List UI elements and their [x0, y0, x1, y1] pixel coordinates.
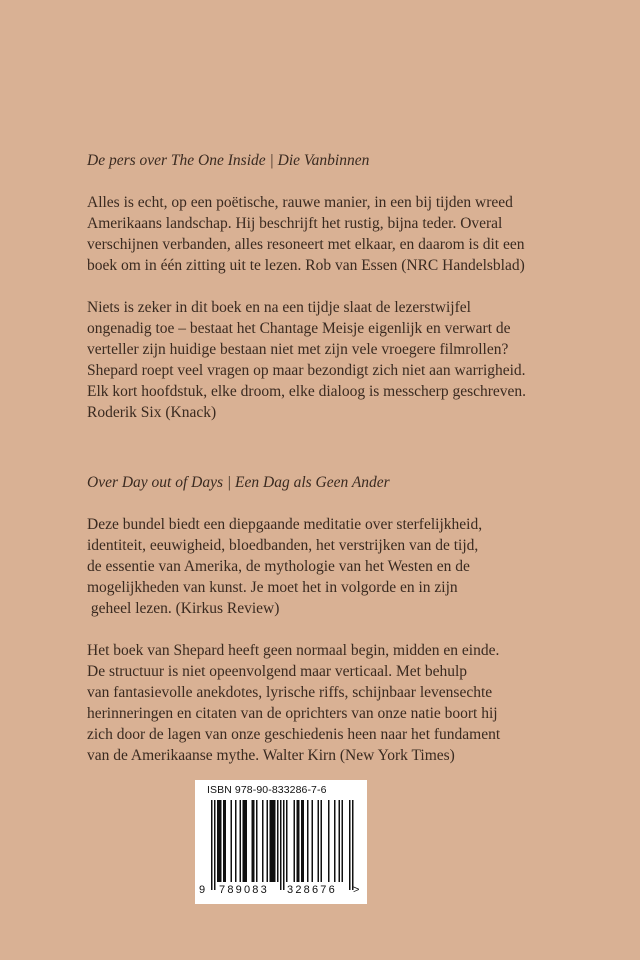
review-paragraph [87, 297, 607, 423]
barcode-bar [349, 800, 351, 890]
text-line: boek om in één zitting uit te lezen. Rob van Essen (NRC Handelsblad) [87, 257, 525, 274]
barcode-bar [217, 800, 219, 882]
barcode-bar [256, 800, 258, 882]
barcode-bar [307, 800, 309, 882]
barcode-bar [262, 800, 264, 882]
barcode-digit-first: 9 [199, 884, 206, 896]
barcode-bar [301, 800, 303, 882]
barcode-bar [252, 800, 254, 882]
barcode-bar [298, 800, 300, 882]
text-line: ongenadig toe – bestaat het Chantage Meisje eigenlijk en verwart de [87, 320, 511, 337]
section-heading: De pers over The One Inside | Die Vanbinnen [87, 152, 370, 169]
text-line: Amerikaans landschap. Hij beschrijft het rustig, bijna teder. Overal [87, 215, 503, 232]
text-line: van fantasievolle anekdotes, lyrische riffs, schijnbaar levensechte [87, 684, 493, 701]
barcode-bar [297, 800, 299, 882]
text-line: verteller zijn huidige bestaan niet met zijn vele vroegere filmrollen? [87, 341, 509, 358]
barcode-bar [253, 800, 255, 882]
barcode-bar [231, 800, 233, 882]
text-line: van de Amerikaanse mythe. Walter Kirn (New York Times) [87, 747, 455, 764]
barcode-bar [334, 800, 336, 882]
barcode-bar [271, 800, 273, 882]
text-line: De structuur is niet opeenvolgend maar verticaal. Met behulp [87, 663, 468, 680]
isbn-label: ISBN 978-90-833286-7-6 [207, 784, 327, 796]
review-paragraph [87, 514, 500, 619]
section-heading: Over Day out of Days | Een Dag als Geen Ander [87, 474, 390, 491]
text-line: Deze bundel biedt een diepgaande meditatie over sterfelijkheid, [87, 516, 483, 533]
back-cover-text [87, 150, 607, 764]
barcode-digits-right: 328676 [287, 884, 337, 896]
barcode-bar [303, 800, 305, 882]
text-line: mogelijkheden van kunst. Je moet het in volgorde en in zijn [87, 579, 458, 596]
text-line: identiteit, eeuwigheid, bloedbanden, het verstrijken van de tijd, [87, 537, 479, 554]
barcode-bar [318, 800, 320, 882]
barcode-bar [235, 800, 237, 882]
barcode-bar [277, 800, 279, 882]
review-paragraph [87, 640, 500, 766]
barcode-bar [219, 800, 221, 882]
text-line: verschijnen verbanden, alles resoneert met elkaar, en daarom is dit een [87, 236, 525, 253]
barcode-bar [244, 800, 246, 882]
barcode-bar [294, 800, 296, 882]
barcode-bar [214, 800, 216, 890]
text-line: de essentie van Amerika, de mythologie van het Westen en de [87, 558, 470, 575]
barcode-bar [342, 800, 344, 882]
barcode-digits-left: 789083 [219, 884, 269, 896]
barcode-bar [240, 800, 242, 882]
text-line: Niets is zeker in dit boek en na een tijdje slaat de lezerstwijfel [87, 299, 471, 316]
barcode-bar [211, 800, 213, 890]
barcode-bar [339, 800, 341, 882]
barcode-bar [312, 800, 314, 882]
isbn-barcode [195, 780, 367, 904]
barcode-bar [352, 800, 354, 890]
barcode-bar [328, 800, 330, 882]
barcode-bar [246, 800, 248, 882]
barcode-bar [286, 800, 288, 882]
text-line: Elk kort hoofdstuk, elke droom, elke dialoog is messcherp geschreven. [87, 383, 527, 400]
text-line: herinneringen en citaten van de oprichters van onze natie boort hij [87, 705, 498, 722]
barcode-bar [223, 800, 225, 882]
text-line: geheel lezen. (Kirkus Review) [87, 600, 280, 617]
text-line: Roderik Six (Knack) [87, 404, 217, 421]
press-section-one-inside [87, 150, 607, 423]
barcode-bar [280, 800, 282, 890]
text-line: Shepard roept veel vragen op maar bezondigt zich niet aan warrigheid. [87, 362, 526, 379]
barcode-bar [270, 800, 272, 882]
text-line: Het boek van Shepard heeft geen normaal begin, midden en einde. [87, 642, 500, 659]
barcode-quiet-mark: > [353, 884, 360, 896]
barcode-bar [274, 800, 276, 882]
barcode-bar [283, 800, 285, 890]
barcode-bar [273, 800, 275, 882]
barcode-bar [225, 800, 227, 882]
text-line: Alles is echt, op een poëtische, rauwe manier, in een bij tijden wreed [87, 194, 513, 211]
press-section-day-out-of-days [87, 472, 500, 766]
barcode-bar [321, 800, 323, 882]
review-paragraph [87, 192, 607, 276]
barcode-bar [243, 800, 245, 882]
barcode-bar [267, 800, 269, 882]
barcode-bar [220, 800, 222, 882]
text-line: zich door de lagen van onze geschiedenis heen naar het fundament [87, 726, 501, 743]
